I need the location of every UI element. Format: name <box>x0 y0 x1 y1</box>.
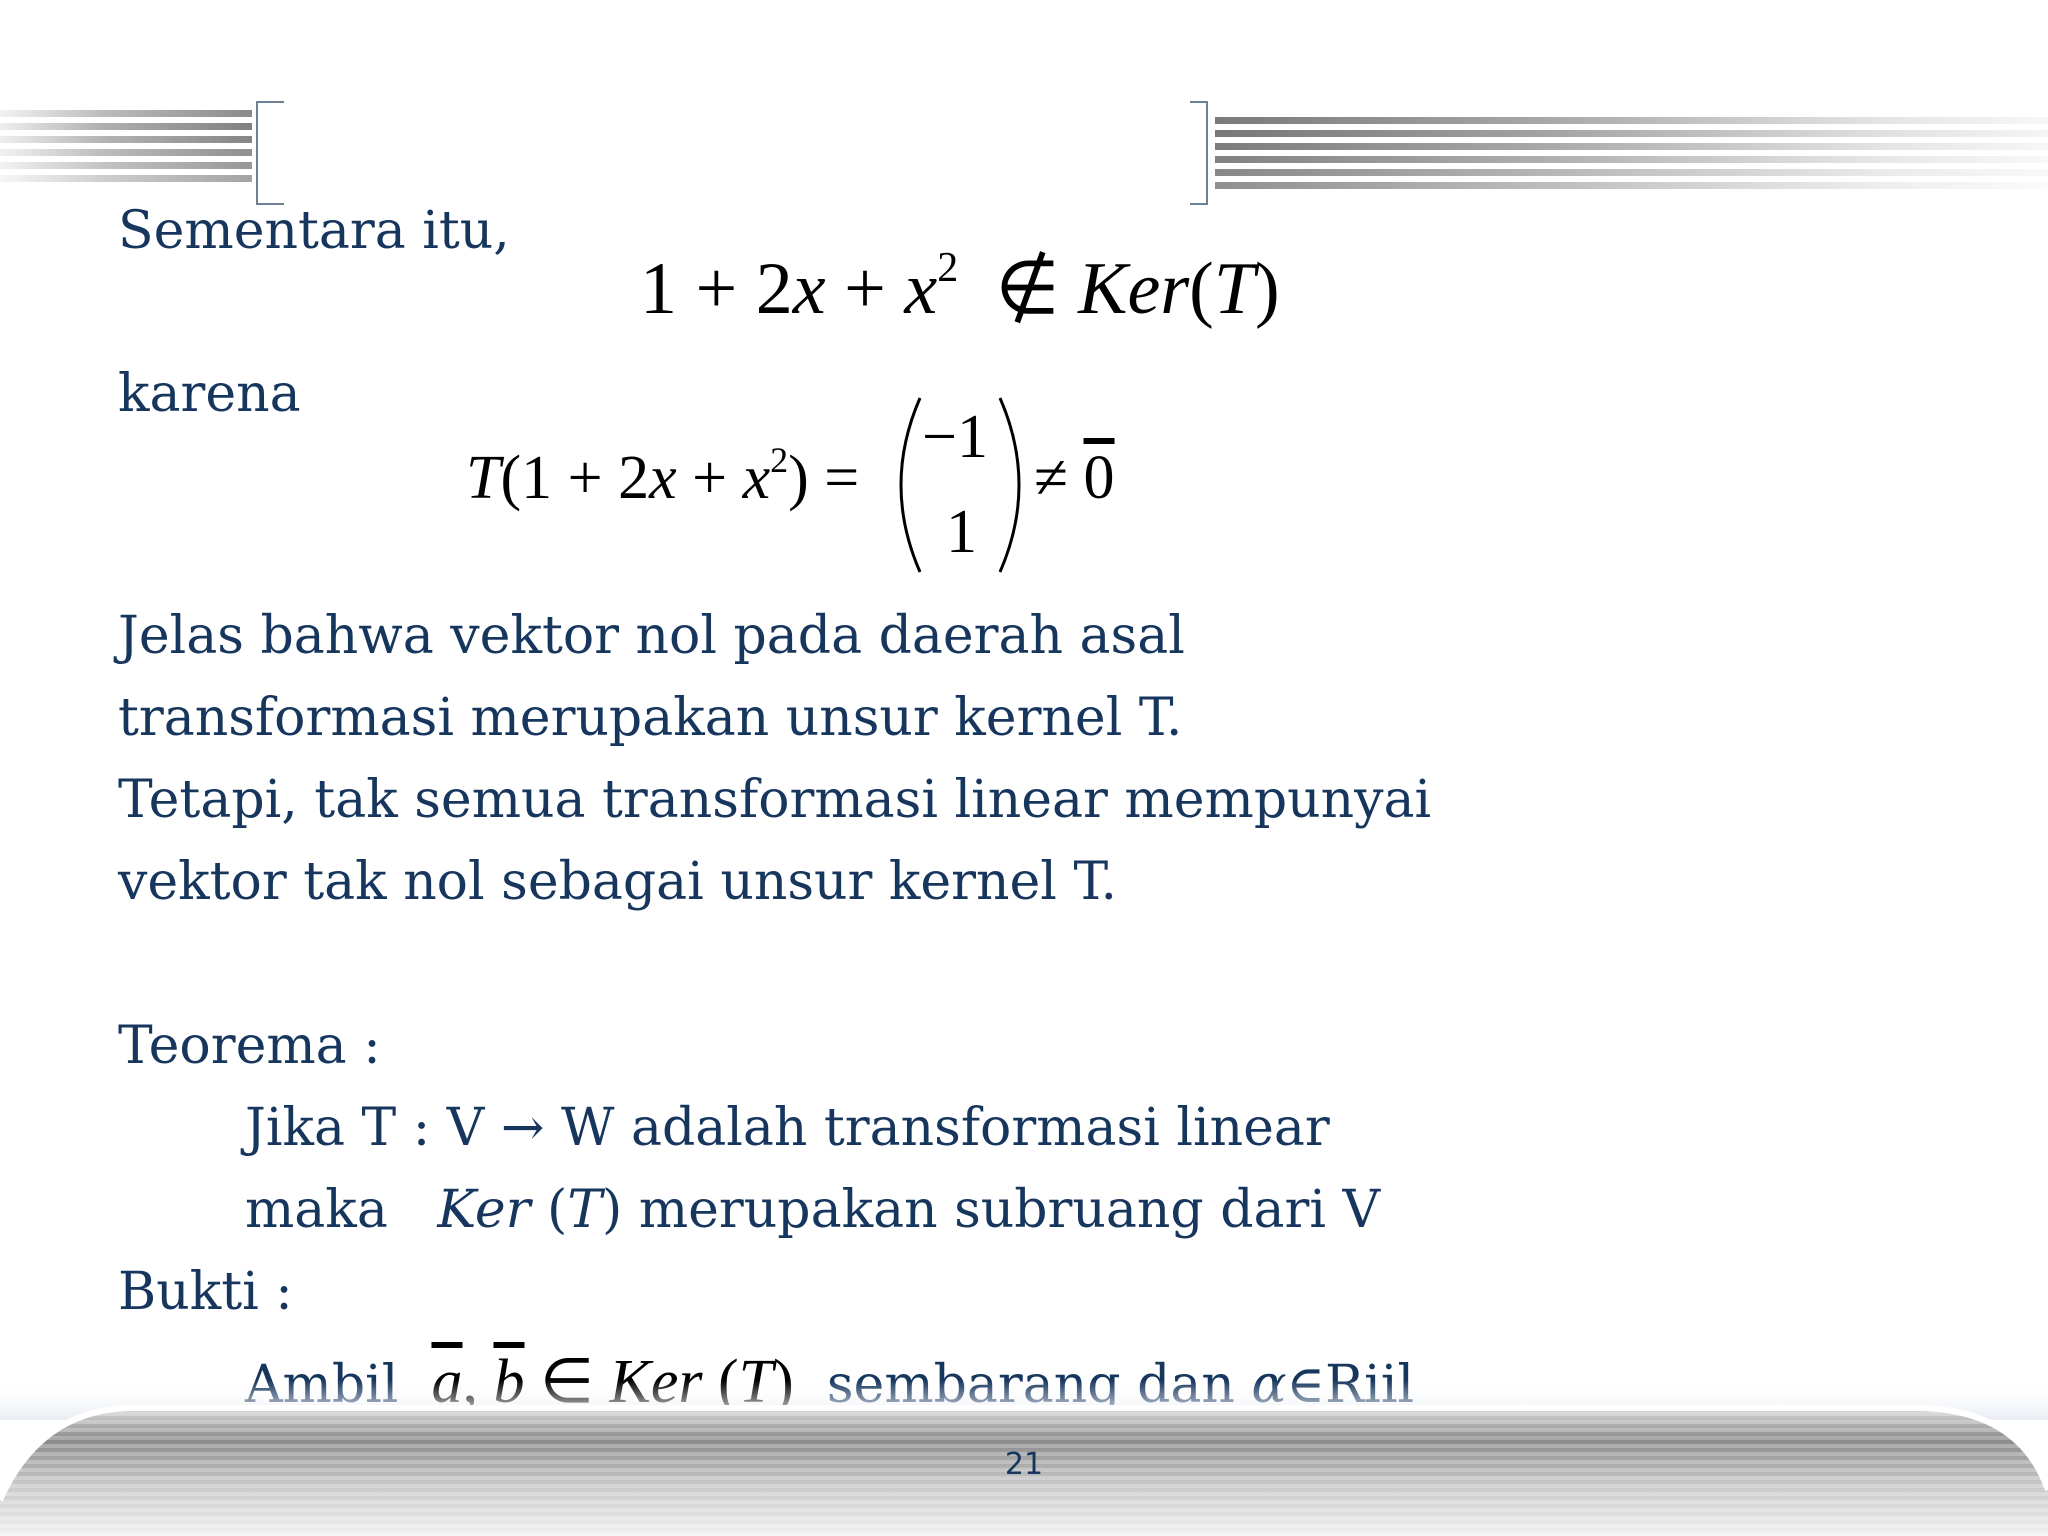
paragraph-line-1: Jelas bahwa vektor nol pada daerah asal <box>118 606 1185 666</box>
title-bracket-left <box>256 101 284 205</box>
header-stripes-left <box>0 110 252 190</box>
title-bracket-right <box>1190 101 1208 205</box>
equation-not-in-kernel: $1 + 2x + x^2$ ∉ Ker(T) <box>640 245 1280 330</box>
paragraph-line-3: Tetapi, tak semua transformasi linear mempunyai <box>118 770 1432 830</box>
text-sementara: Sementara itu, <box>118 201 510 261</box>
text-karena: karena <box>118 364 301 424</box>
paragraph-line-4: vektor tak nol sebagai unsur kernel T. <box>118 852 1118 912</box>
page-number: 21 <box>1004 1447 1044 1482</box>
bukti-label: Bukti : <box>118 1262 293 1322</box>
neq-zero-vector: ≠ 0 <box>1034 444 1115 512</box>
teorema-label: Teorema : <box>118 1016 381 1076</box>
header-stripes-right <box>1215 117 2048 197</box>
teorema-line-2: maka Ker (T) merupakan subruang dari V <box>245 1180 1381 1240</box>
teorema-line-1: Jika T : V → W adalah transformasi linear <box>245 1098 1330 1158</box>
equation-transform: $T(1 + 2x + x^2)$ = <box>466 440 860 512</box>
matrix-entry-top: −1 <box>922 403 988 471</box>
paragraph-line-2: transformasi merupakan unsur kernel T. <box>118 688 1183 748</box>
matrix-entry-bottom: 1 <box>946 498 977 566</box>
